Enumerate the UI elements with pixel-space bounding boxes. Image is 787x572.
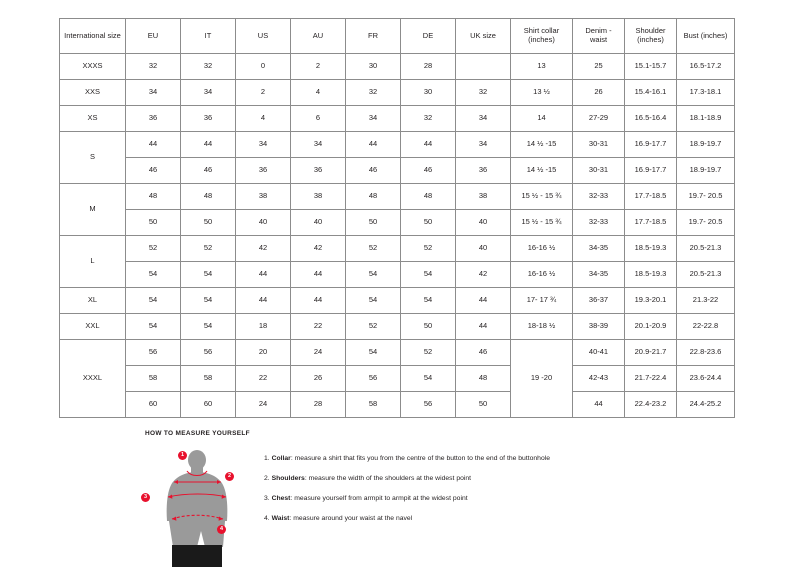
table-row [60,54,735,80]
cell-us: 40 [236,210,291,236]
cell-it: 36 [181,106,236,132]
instruction-text: : measure the width of the shoulders at the widest point [304,474,472,482]
cell-uk-size: 38 [456,184,511,210]
cell-shoulder: 16.9-17.7 [625,158,677,184]
table-row [60,314,735,340]
cell-shoulder: 20.1-20.9 [625,314,677,340]
table-row [60,288,735,314]
cell-au: 28 [291,392,346,418]
cell-eu: 46 [126,158,181,184]
cell-au: 24 [291,340,346,366]
cell-international-size: XS [60,106,126,132]
cell-de: 30 [401,80,456,106]
cell-eu: 32 [126,54,181,80]
cell-shirt-collar: 14 ½ -15 [511,158,573,184]
measurement-instruction-item [264,475,550,483]
cell-us: 34 [236,132,291,158]
cell-au: 36 [291,158,346,184]
cell-international-size: XXL [60,314,126,340]
table-row [60,106,735,132]
table-row [60,132,735,158]
cell-bust: 16.5-17.2 [677,54,735,80]
cell-denim-waist: 25 [573,54,625,80]
badge-2: 2 [225,472,234,481]
table-header-row [60,19,735,54]
cell-bust: 22.8-23.6 [677,340,735,366]
cell-denim-waist: 34-35 [573,236,625,262]
cell-shirt-collar: 13 ½ [511,80,573,106]
cell-uk-size: 34 [456,106,511,132]
cell-bust: 18.1-18.9 [677,106,735,132]
instruction-text: : measure around your waist at the navel [289,514,413,522]
cell-international-size: L [60,236,126,288]
cell-au: 44 [291,288,346,314]
cell-de: 50 [401,314,456,340]
cell-international-size: XXXL [60,340,126,418]
cell-it: 54 [181,314,236,340]
cell-it: 34 [181,80,236,106]
cell-shoulder: 19.3-20.1 [625,288,677,314]
badge-4: 4 [217,525,226,534]
cell-uk-size: 44 [456,288,511,314]
cell-shoulder: 20.9-21.7 [625,340,677,366]
cell-denim-waist: 32-33 [573,210,625,236]
cell-bust: 22-22.8 [677,314,735,340]
cell-shoulder: 18.5-19.3 [625,262,677,288]
cell-shoulder: 16.5-16.4 [625,106,677,132]
cell-denim-waist: 30-31 [573,158,625,184]
cell-us: 4 [236,106,291,132]
how-to-measure-title: HOW TO MEASURE YOURSELF [145,430,250,437]
cell-shirt-collar: 16-16 ½ [511,236,573,262]
cell-bust: 21.3-22 [677,288,735,314]
cell-shoulder: 22.4-23.2 [625,392,677,418]
measurement-instructions-list [264,455,550,535]
cell-it: 54 [181,288,236,314]
instruction-term: Chest [271,494,291,502]
cell-de: 56 [401,392,456,418]
cell-bust: 20.5-21.3 [677,236,735,262]
cell-eu: 48 [126,184,181,210]
cell-us: 24 [236,392,291,418]
table-body [60,54,735,418]
table-row [60,366,735,392]
column-header-fr: FR [346,19,401,54]
cell-us: 42 [236,236,291,262]
cell-international-size: XXS [60,80,126,106]
column-header-bust: Bust (inches) [677,19,735,54]
cell-uk-size: 48 [456,366,511,392]
column-header-us: US [236,19,291,54]
cell-denim-waist: 42-43 [573,366,625,392]
table-row [60,158,735,184]
cell-au: 26 [291,366,346,392]
table-row [60,236,735,262]
cell-eu: 54 [126,288,181,314]
cell-it: 50 [181,210,236,236]
cell-fr: 56 [346,366,401,392]
cell-denim-waist: 26 [573,80,625,106]
cell-denim-waist: 44 [573,392,625,418]
how-to-measure-section [145,430,765,567]
instruction-number: 1. [264,455,270,462]
cell-au: 38 [291,184,346,210]
cell-shirt-collar: 14 ½ -15 [511,132,573,158]
cell-us: 36 [236,158,291,184]
column-header-shirt-collar: Shirt collar (inches) [511,19,573,54]
measurement-figure [145,447,250,567]
cell-uk-size: 36 [456,158,511,184]
cell-us: 38 [236,184,291,210]
cell-de: 54 [401,288,456,314]
cell-it: 56 [181,340,236,366]
cell-au: 44 [291,262,346,288]
cell-uk-size: 34 [456,132,511,158]
cell-uk-size: 42 [456,262,511,288]
table-row [60,392,735,418]
cell-it: 46 [181,158,236,184]
cell-it: 32 [181,54,236,80]
cell-fr: 48 [346,184,401,210]
cell-de: 48 [401,184,456,210]
torso-diagram-icon [145,447,250,567]
cell-uk-size: 46 [456,340,511,366]
instruction-number: 4. [264,514,270,522]
cell-us: 22 [236,366,291,392]
cell-us: 20 [236,340,291,366]
cell-us: 18 [236,314,291,340]
size-chart-table [59,18,735,418]
cell-it: 44 [181,132,236,158]
cell-us: 44 [236,262,291,288]
cell-shoulder: 16.9-17.7 [625,132,677,158]
cell-bust: 17.3-18.1 [677,80,735,106]
cell-de: 28 [401,54,456,80]
cell-shirt-collar: 13 [511,54,573,80]
cell-denim-waist: 30-31 [573,132,625,158]
instruction-term: Shoulders [271,474,305,482]
column-header-uk-size: UK size [456,19,511,54]
cell-it: 58 [181,366,236,392]
table-row [60,210,735,236]
cell-bust: 19.7- 20.5 [677,210,735,236]
cell-au: 6 [291,106,346,132]
instruction-text: : measure a shirt that fits you from the centre of the button to the end of the buttonhole [290,455,551,462]
cell-uk-size: 40 [456,210,511,236]
column-header-shoulder: Shoulder (inches) [625,19,677,54]
cell-international-size: S [60,132,126,184]
cell-international-size: XL [60,288,126,314]
cell-international-size: XXXS [60,54,126,80]
cell-au: 22 [291,314,346,340]
instruction-text: : measure yourself from armpit to armpit at the widest point [290,494,468,502]
cell-eu: 36 [126,106,181,132]
cell-it: 48 [181,184,236,210]
measurement-instruction-item [264,455,550,463]
cell-uk-size [456,54,511,80]
cell-denim-waist: 27-29 [573,106,625,132]
cell-denim-waist: 32-33 [573,184,625,210]
cell-uk-size: 50 [456,392,511,418]
cell-shirt-collar: 15 ½ - 15 ¾ [511,210,573,236]
cell-au: 40 [291,210,346,236]
cell-shoulder: 21.7-22.4 [625,366,677,392]
cell-uk-size: 32 [456,80,511,106]
cell-eu: 54 [126,314,181,340]
cell-shirt-collar: 15 ½ - 15 ¾ [511,184,573,210]
cell-shirt-collar: 18-18 ½ [511,314,573,340]
column-header-denim-waist: Denim - waist [573,19,625,54]
instruction-number: 3. [264,494,270,502]
cell-eu: 56 [126,340,181,366]
cell-fr: 52 [346,314,401,340]
cell-de: 52 [401,340,456,366]
column-header-de: DE [401,19,456,54]
cell-fr: 58 [346,392,401,418]
cell-shoulder: 15.4-16.1 [625,80,677,106]
cell-de: 50 [401,210,456,236]
column-header-au: AU [291,19,346,54]
instruction-number: 2. [264,474,270,482]
badge-3: 3 [141,493,150,502]
cell-de: 46 [401,158,456,184]
cell-eu: 58 [126,366,181,392]
cell-de: 32 [401,106,456,132]
measurement-instruction-item [264,515,550,523]
column-header-it: IT [181,19,236,54]
cell-shoulder: 17.7-18.5 [625,184,677,210]
cell-shirt-collar: 16-16 ½ [511,262,573,288]
cell-de: 54 [401,366,456,392]
cell-it: 54 [181,262,236,288]
cell-uk-size: 44 [456,314,511,340]
cell-us: 44 [236,288,291,314]
cell-de: 52 [401,236,456,262]
column-header-eu: EU [126,19,181,54]
cell-shirt-collar: 14 [511,106,573,132]
cell-eu: 50 [126,210,181,236]
cell-fr: 54 [346,288,401,314]
cell-denim-waist: 40-41 [573,340,625,366]
cell-fr: 34 [346,106,401,132]
cell-de: 54 [401,262,456,288]
cell-denim-waist: 34-35 [573,262,625,288]
badge-1: 1 [178,451,187,460]
cell-denim-waist: 38-39 [573,314,625,340]
cell-bust: 24.4-25.2 [677,392,735,418]
cell-bust: 18.9-19.7 [677,132,735,158]
cell-us: 2 [236,80,291,106]
cell-shoulder: 15.1-15.7 [625,54,677,80]
cell-denim-waist: 36-37 [573,288,625,314]
cell-eu: 60 [126,392,181,418]
cell-shirt-collar: 19 -20 [511,340,573,418]
cell-shirt-collar: 17- 17 ¾ [511,288,573,314]
cell-au: 42 [291,236,346,262]
table-row [60,80,735,106]
table-row [60,340,735,366]
cell-bust: 20.5-21.3 [677,262,735,288]
cell-fr: 50 [346,210,401,236]
cell-fr: 30 [346,54,401,80]
cell-eu: 34 [126,80,181,106]
cell-shoulder: 17.7-18.5 [625,210,677,236]
cell-fr: 44 [346,132,401,158]
cell-eu: 52 [126,236,181,262]
cell-fr: 54 [346,340,401,366]
cell-bust: 18.9-19.7 [677,158,735,184]
cell-fr: 46 [346,158,401,184]
cell-au: 4 [291,80,346,106]
instruction-term: Collar [271,455,291,462]
measurement-instruction-item [264,495,550,503]
cell-us: 0 [236,54,291,80]
cell-bust: 19.7- 20.5 [677,184,735,210]
cell-fr: 52 [346,236,401,262]
cell-eu: 54 [126,262,181,288]
table-row [60,262,735,288]
cell-uk-size: 40 [456,236,511,262]
cell-it: 52 [181,236,236,262]
cell-eu: 44 [126,132,181,158]
cell-au: 34 [291,132,346,158]
cell-shoulder: 18.5-19.3 [625,236,677,262]
cell-fr: 54 [346,262,401,288]
cell-de: 44 [401,132,456,158]
column-header-international-size: International size [60,19,126,54]
instruction-term: Waist [271,514,290,522]
cell-bust: 23.6-24.4 [677,366,735,392]
table-row [60,184,735,210]
cell-au: 2 [291,54,346,80]
cell-it: 60 [181,392,236,418]
cell-international-size: M [60,184,126,236]
cell-fr: 32 [346,80,401,106]
